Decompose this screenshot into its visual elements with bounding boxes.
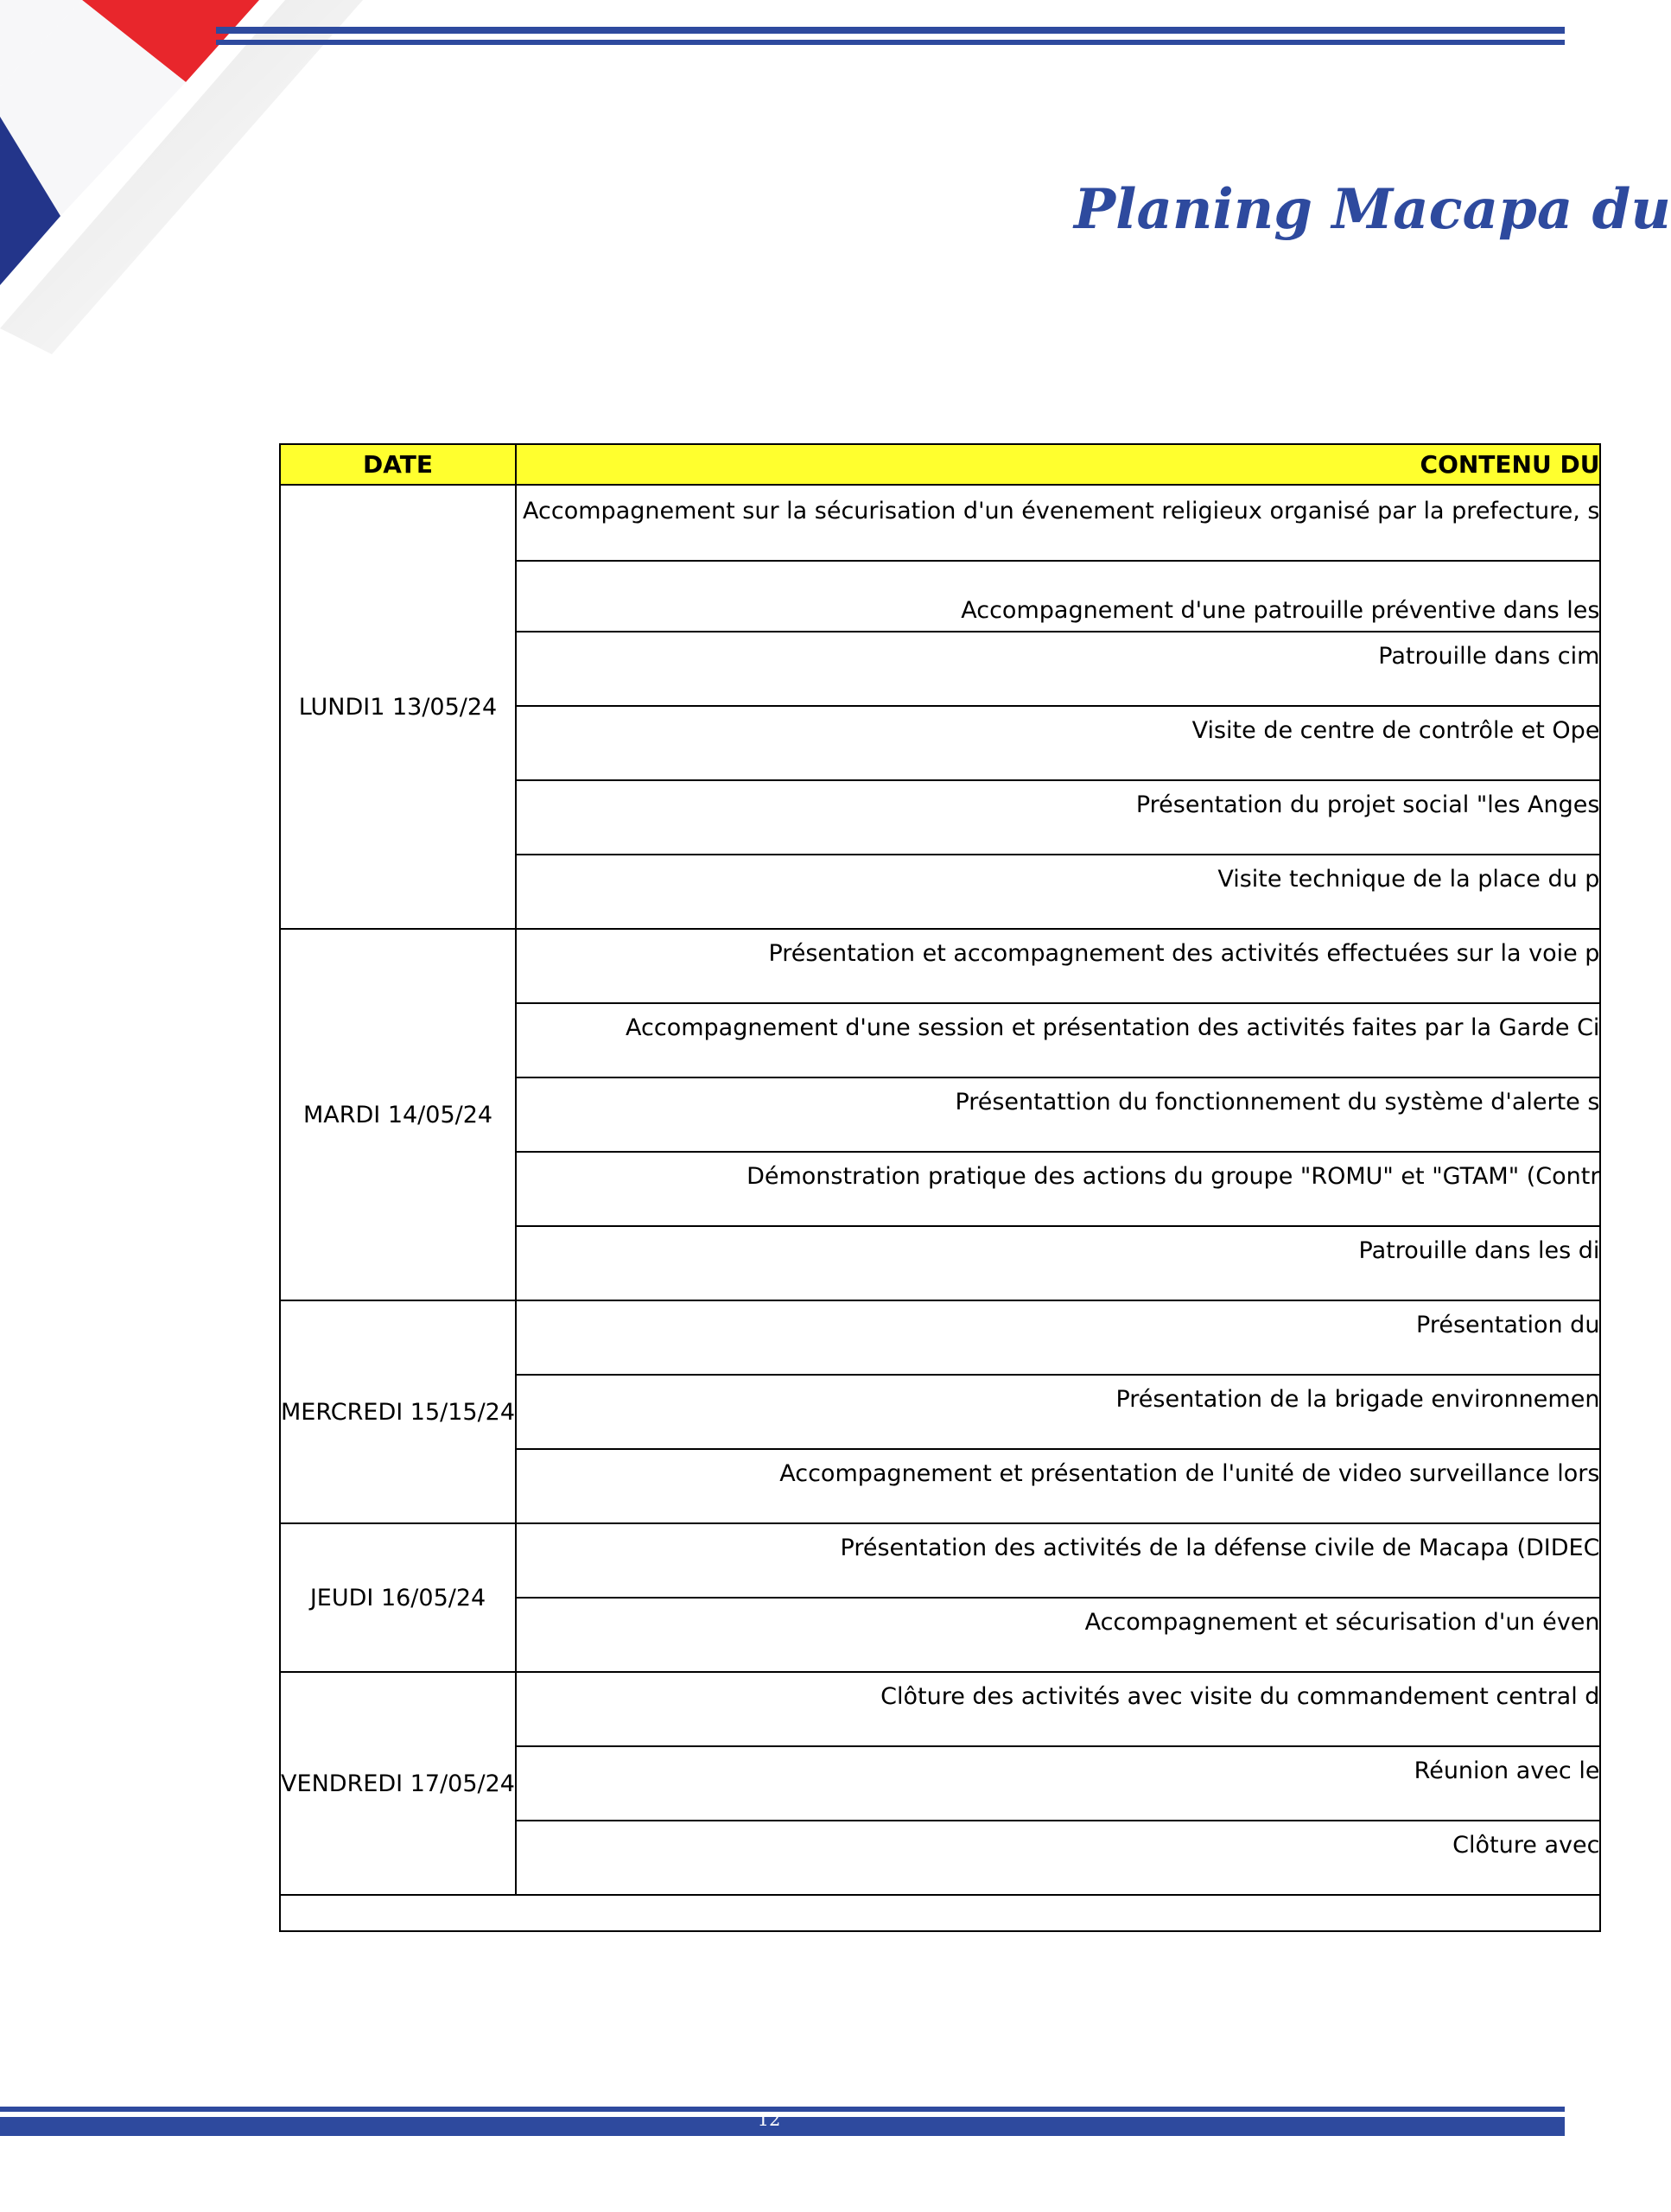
table-row — [280, 1523, 1600, 1598]
page-title: Planing Macapa du — [1074, 177, 1671, 242]
activity-cell: Accompagnement d'une patrouille préventive dans les — [516, 561, 1600, 632]
table-row — [280, 1672, 1600, 1746]
day-date: MARDI 14/05/24 — [280, 929, 516, 1300]
schedule-table — [279, 443, 1601, 1932]
activity-cell: Présentation du projet social "les Anges — [516, 780, 1600, 855]
day-date: MERCREDI 15/15/24 — [280, 1300, 516, 1523]
day-date: LUNDI1 13/05/24 — [280, 485, 516, 929]
activity-cell: Accompagnement et sécurisation d'un éven — [516, 1598, 1600, 1672]
activity-cell: Accompagnement sur la sécurisation d'un évenement religieux organisé par la prefecture, s — [516, 485, 1600, 561]
activity-cell: Patrouille dans les di — [516, 1226, 1600, 1300]
activity-cell: Clôture des activités avec visite du commandement central d — [516, 1672, 1600, 1746]
header-rule — [216, 27, 1565, 34]
table-row — [280, 929, 1600, 1003]
activity-cell: Accompagnement et présentation de l'unité de video surveillance lors — [516, 1449, 1600, 1523]
header-content: CONTENU DU — [516, 444, 1600, 485]
activity-cell: Patrouille dans cim — [516, 632, 1600, 706]
table-row — [280, 1300, 1600, 1375]
activity-cell: Visite de centre de contrôle et Ope — [516, 706, 1600, 780]
activity-cell: Présentation de la brigade environnemen — [516, 1375, 1600, 1449]
activity-cell: Présentation du — [516, 1300, 1600, 1375]
day-date: JEUDI 16/05/24 — [280, 1523, 516, 1672]
day-date: VENDREDI 17/05/24 — [280, 1672, 516, 1895]
empty-cell — [280, 1895, 1600, 1931]
header-rule-secondary — [216, 40, 1565, 45]
activity-cell: Présentation et accompagnement des activités effectuées sur la voie p — [516, 929, 1600, 1003]
flag-ribbon — [0, 0, 363, 363]
activity-cell: Clôture avec — [516, 1821, 1600, 1895]
activity-cell: Présentation des activités de la défense civile de Macapa (DIDEC — [516, 1523, 1600, 1598]
flag-ribbon-graphic — [0, 0, 363, 363]
activity-cell: Réunion avec le — [516, 1746, 1600, 1821]
table-empty-row — [280, 1895, 1600, 1931]
table-row — [280, 485, 1600, 561]
activity-cell: Accompagnement d'une session et présentation des activités faites par la Garde Ci — [516, 1003, 1600, 1077]
activity-cell: Visite technique de la place du p — [516, 855, 1600, 929]
activity-cell: Démonstration pratique des actions du groupe "ROMU" et "GTAM" (Contr — [516, 1152, 1600, 1226]
header-date: DATE — [280, 444, 516, 485]
page-number: 12 — [757, 2109, 781, 2130]
table-header-row — [280, 444, 1600, 485]
activity-cell: Présentattion du fonctionnement du système d'alerte s — [516, 1077, 1600, 1152]
